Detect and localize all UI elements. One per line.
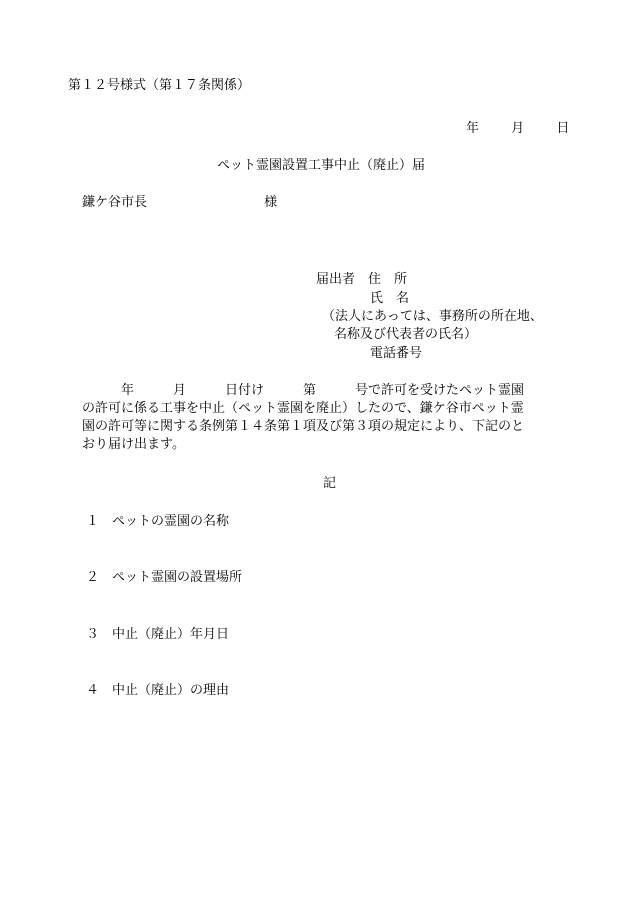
addressee <box>82 195 277 211</box>
date-line <box>466 121 569 137</box>
name-label: 氏 名 <box>370 291 410 306</box>
addressee-honorific: 様 <box>264 195 278 210</box>
body-line: の許可に係る工事を中止（ペット霊園を廃止）したので、鎌ケ谷市ペット霊 <box>82 401 524 416</box>
corporate-note-line2: 名称及び代表者の氏名） <box>334 327 478 342</box>
body-line: おり届け出ます。 <box>82 437 185 452</box>
list-item: ４ 中止（廃止）の理由 <box>86 683 230 698</box>
addressee-name: 鎌ケ谷市長 <box>82 195 148 210</box>
list-item: １ ペットの霊園の名称 <box>86 514 230 529</box>
address-label: 住 所 <box>368 272 408 287</box>
ki-heading: 記 <box>323 476 337 491</box>
body-line: 年 月 日付け 第 号で許可を受けたペット霊園 <box>82 383 525 398</box>
body-paragraph <box>82 382 564 454</box>
body-line: 園の許可等に関する条例第１４条第１項及び第３項の規定により、下記のと <box>82 419 525 434</box>
applicant-label: 届出者 住 所 <box>316 272 408 287</box>
date-day: 日 <box>556 121 570 136</box>
phone-label: 電話番号 <box>370 346 423 361</box>
date-month: 月 <box>511 121 525 136</box>
form-number: 第１２号様式（第１７条関係） <box>68 78 251 93</box>
document-title: ペット霊園設置工事中止（廃止）届 <box>217 158 426 173</box>
list-item: ２ ペット霊園の設置場所 <box>86 570 243 585</box>
date-year: 年 <box>466 121 480 136</box>
list-item: ３ 中止（廃止）年月日 <box>86 627 230 642</box>
corporate-note-line1: （法人にあっては、事務所の所在地、 <box>322 309 543 324</box>
